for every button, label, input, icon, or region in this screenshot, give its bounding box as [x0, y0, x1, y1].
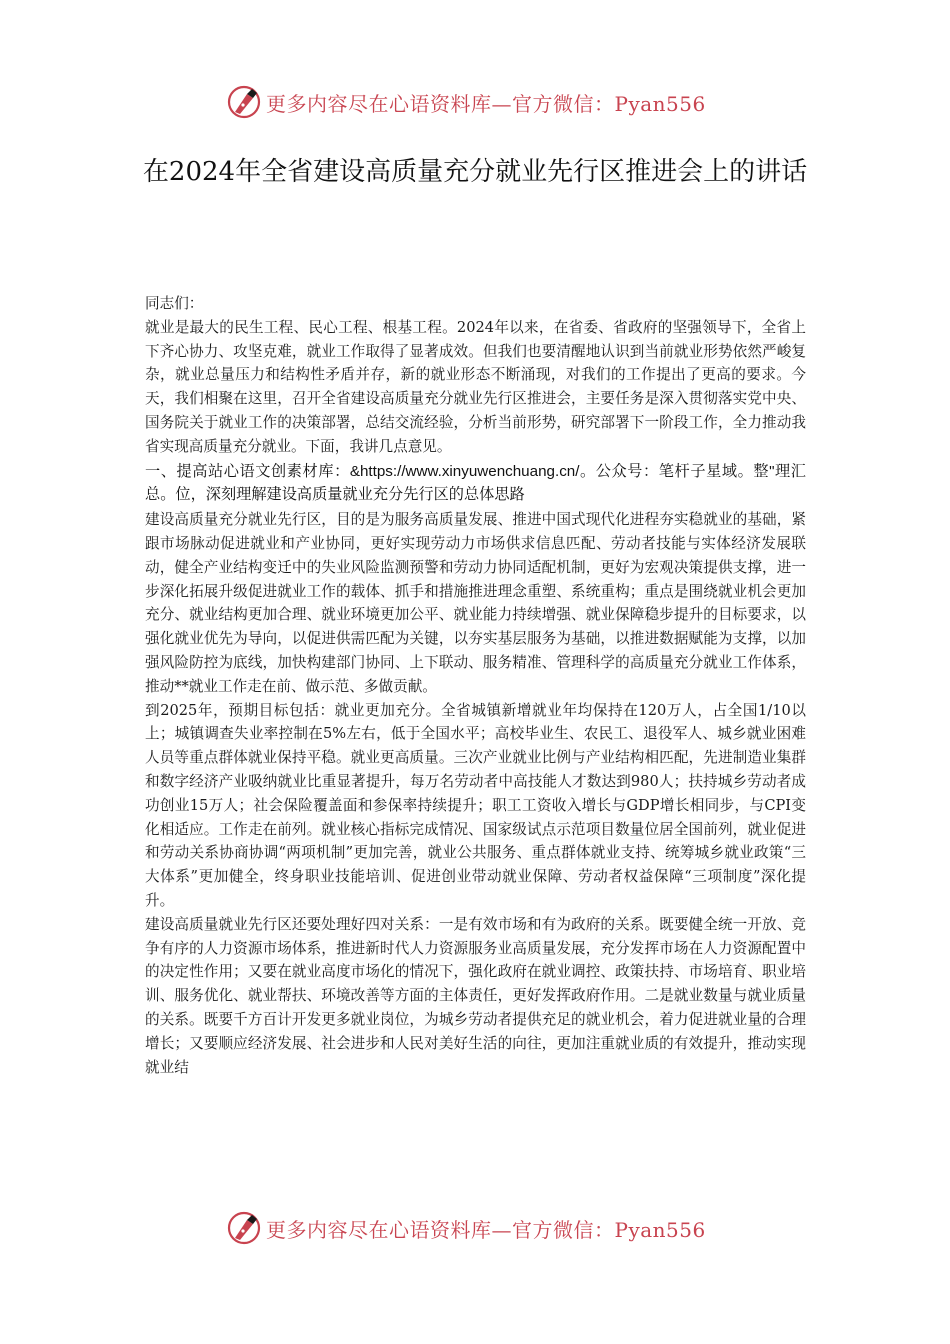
page-title: 在2024年全省建设高质量充分就业先行区推进会上的讲话 — [142, 157, 808, 187]
section-heading: 一、提高站心语文创素材库：&https://www.xinyuwenchuang.cn/。公众号：笔杆子星域。整"理汇总。位，深刻理解建设高质量就业充分先行区的总体思路 — [145, 462, 806, 504]
paragraph: 到2025年，预期目标包括：就业更加充分。全省城镇新增就业年均保持在120万人，占全国1/10以上；城镇调查失业率控制在5%左右，低于全国水平；高校毕业生、农民工、退役军人、城乡就业困难人员等重点群体就业保持平稳。就业更高质量。三次产业就业比例与产业结构相匹配，先进制造业集群和数字经济产业吸纳就业比重显著提升，每万名劳动者中高技能人才数达到980人；扶持城乡劳动者成功创业15万人；社会保险覆盖面和参保率持续提升；职工工资收入增长与GDP增长相同步，与CPI变化相适应。工作走在前列。就业核心指标完成情况、国家级试点示范项目数量位居全国前列，就业促进和劳动关系协商协调“两项机制”更加完善，就业公共服务、重点群体就业支持、统筹城乡就业政策“三大体系”更加健全，终身职业技能培训、促进创业带动就业保障、劳动者权益保障“三项制度”深化提升。 — [145, 701, 806, 909]
paragraph: 就业是最大的民生工程、民心工程、根基工程。2024年以来，在省委、省政府的坚强领导下，全省上下齐心协力、攻坚克难，就业工作取得了显著成效。但我们也要清醒地认识到当前就业形势依然严峻复杂，就业总量压力和结构性矛盾并存，新的就业形态不断涌现，对我们的工作提出了更高的要求。今天，我们相聚在这里，召开全省建设高质量充分就业先行区推进会，主要任务是深入贯彻落实党中央、国务院关于就业工作的决策部署，总结交流经验，分析当前形势，研究部署下一阶段工作，全力推动我省实现高质量充分就业。下面，我讲几点意见。 — [145, 318, 806, 455]
paragraph: 建设高质量充分就业先行区，目的是为服务高质量发展、推进中国式现代化进程夯实稳就业的基础，紧跟市场脉动促进就业和产业协同，更好实现劳动力市场供求信息匹配、劳动者技能与实体经济发展联动，健全产业结构变迁中的失业风险监测预警和劳动力协同适配机制，更好为宏观决策提供支撑，进一步深化拓展升级促进就业工作的载体、抓手和措施推进理念重塑、系统重构；重点是围绕就业机会更加充分、就业结构更加合理、就业环境更加公平、就业能力持续增强、就业保障稳步提升的目标要求，以强化就业优先为导向，以促进供需匹配为关键，以夯实基层服务为基础，以推进数据赋能为支撑，以加强风险防控为底线，加快构建部门协同、上下联动、服务精准、管理科学的高质量充分就业工作体系，推动**就业工作走在前、做示范、多做贡献。 — [145, 511, 806, 695]
salutation: 同志们： — [145, 295, 204, 312]
pen-nib-logo-icon — [226, 84, 262, 120]
footer-banner[interactable] — [226, 1208, 706, 1248]
header-banner[interactable] — [226, 82, 706, 122]
banner-text: 更多内容尽在心语资料库—官方微信：Pyan556 — [266, 1217, 706, 1242]
banner-text: 更多内容尽在心语资料库—官方微信：Pyan556 — [266, 91, 706, 116]
paragraph: 建设高质量就业先行区还要处理好四对关系：一是有效市场和有为政府的关系。既要健全统一开放、竞争有序的人力资源市场体系，推进新时代人力资源服务业高质量发展，充分发挥市场在人力资源配置中的决定性作用；又要在就业高度市场化的情况下，强化政府在就业调控、政策扶持、市场培育、职业培训、服务优化、就业帮扶、环境改善等方面的主体责任，更好发挥政府作用。二是就业数量与就业质量的关系。既要千方百计开发更多就业岗位，为城乡劳动者提供充足的就业机会，着力促进就业量的合理增长；又要顺应经济发展、社会进步和人民对美好生活的向往，更加注重就业质的有效提升，推动实现就业结 — [145, 915, 806, 1076]
pen-nib-logo-icon — [226, 1210, 262, 1246]
document-body — [145, 292, 806, 1079]
